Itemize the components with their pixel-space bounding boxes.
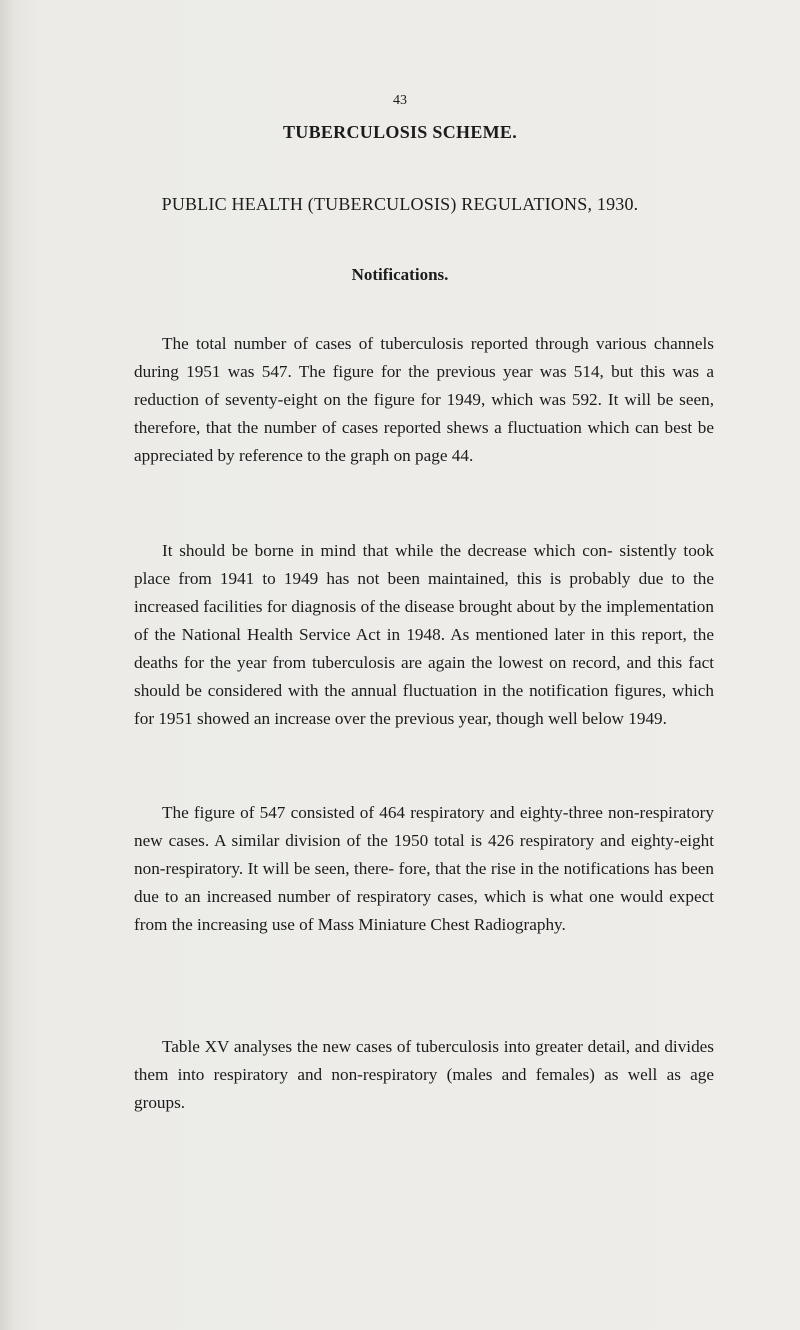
- regulations-subtitle: PUBLIC HEALTH (TUBERCULOSIS) REGULATIONS, 1930.: [161, 194, 639, 214]
- paragraph-table-reference: Table XV analyses the new cases of tuberculosis into greater detail, and divides them into respiratory and non-respiratory (males and females) as well as age groups.: [134, 1037, 714, 1112]
- paragraph-case-breakdown: The figure of 547 consisted of 464 respiratory and eighty-three non-respiratory new cases. A similar division of the 1950 total is 426 respiratory and eighty-eight non-respiratory. It will be seen, there- fore, that the rise in the notifications has been due to an increased number of respiratory cases, which is what one would expect from the increasing use of Mass Miniature Chest Radiography.: [134, 803, 714, 934]
- page-title: TUBERCULOSIS SCHEME.: [282, 122, 518, 142]
- paragraph-decrease-explanation: It should be borne in mind that while the decrease which con- sistently took place from 1941 to 1949 has not been maintained, this is probably due to the increased facilities for diagnosis of the disease brought about by the implementation of the National Health Service Act in 1948. As mentioned later in this report, the deaths for the year from tuberculosis are again the lowest on record, and this fact should be considered with the annual fluctuation in the notification figures, which for 1951 showed an increase over the previous year, though well below 1949.: [134, 541, 714, 728]
- paragraph-total-cases: The total number of cases of tuberculosis reported through various channels during 1951 was 547. The figure for the previous year was 514, but this was a reduction of seventy-eight on the figure for 1949, which was 592. It will be seen, therefore, that the number of cases reported shews a fluctuation which can best be appreciated by reference to the graph on page 44.: [134, 334, 714, 465]
- section-heading-notifications: Notifications.: [351, 265, 449, 284]
- page-number: 43: [393, 93, 407, 108]
